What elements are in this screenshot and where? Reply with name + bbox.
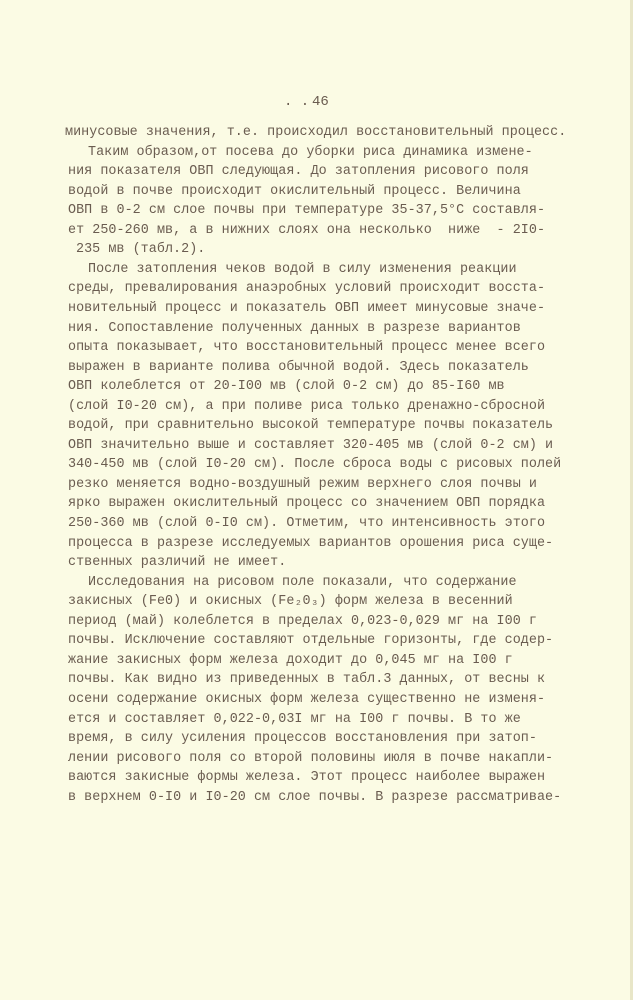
text-line: среды, превалирования анаэробных условий происходит восста- xyxy=(68,281,546,297)
text-line: опыта показывает, что восстановительный процесс менее всего xyxy=(68,340,546,356)
text-line: минусовые значения, т.е. происходил восстановительный процесс. xyxy=(65,125,567,140)
text-line: ет 250-260 мв, а в нижних слоях она несколько ниже - 2I0- xyxy=(68,222,546,238)
text-line: водой в почве происходит окислительный процесс. Величина xyxy=(68,183,521,199)
text-line: время, в силу усиления процессов восстановления при затоп- xyxy=(68,731,537,747)
text-line: жание закисных форм железа доходит до 0,045 мг на I00 г xyxy=(68,652,513,668)
text-line: почвы. Исключение составляют отдельные горизонты, где содер- xyxy=(68,633,554,649)
text-line: процесса в разрезе исследуемых вариантов орошения риса суще- xyxy=(68,535,554,551)
text-line: осени содержание окисных форм железа существенно не изменя- xyxy=(68,691,546,707)
text-line: почвы. Как видно из приведенных в табл.3 данных, от весны к xyxy=(68,672,546,688)
text-line: Исследования на рисовом поле показали, что содержание xyxy=(88,574,517,590)
text-line: выражен в варианте полива обычной водой. Здесь показатель xyxy=(68,359,529,375)
text-line: ется и составляет 0,022-0,03I мг на I00 г почвы. В то же xyxy=(68,711,521,727)
text-line: 340-450 мв (слой I0-20 см). После сброса воды с рисовых полей xyxy=(68,457,562,473)
text-line: ния. Сопоставление полученных данных в разрезе вариантов xyxy=(68,320,521,336)
text-line: ОВП значительно выше и составляет 320-405 мв (слой 0-2 см) и xyxy=(68,437,554,453)
page-number: 46 xyxy=(312,94,329,110)
text-line: закисных (Fe0) и окисных (Fe₂0₃) форм железа в весенний xyxy=(68,594,513,610)
text-line: ния показателя ОВП следующая. До затопления рисового поля xyxy=(68,164,529,180)
text-line: лении рисового поля со второй половины июля в почве накапли- xyxy=(68,750,554,766)
text-line: новительный процесс и показатель ОВП имеет минусовые значе- xyxy=(68,300,546,316)
text-line: ственных различий не имеет. xyxy=(68,555,287,571)
text-line: резко меняется водно-воздушный режим верхнего слоя почвы и xyxy=(68,476,537,492)
text-line: ОВП в 0-2 см слое почвы при температуре 35-37,5°С составля- xyxy=(68,203,546,219)
text-line: в верхнем 0-I0 и I0-20 см слое почвы. В разрезе рассматривае- xyxy=(68,789,562,805)
text-line: ярко выражен окислительный процесс со значением ОВП порядка xyxy=(68,496,546,512)
text-line: (слой I0-20 см), а при поливе риса только дренажно-сбросной xyxy=(68,398,546,414)
text-line: ваются закисные формы железа. Этот процесс наиболее выражен xyxy=(68,770,546,786)
text-line: ОВП колеблется от 20-I00 мв (слой 0-2 см) до 85-I60 мв xyxy=(68,379,505,395)
text-line: После затопления чеков водой в силу изменения реакции xyxy=(88,261,517,277)
scan-specks: . . xyxy=(284,94,310,110)
text-line: Таким образом,от посева до уборки риса динамика измене- xyxy=(88,144,533,160)
text-line: водой, при сравнительно высокой температуре почвы показатель xyxy=(68,418,554,434)
text-line: 235 мв (табл.2). xyxy=(76,242,206,258)
text-line: 250-360 мв (слой 0-I0 см). Отметим, что интенсивность этого xyxy=(68,516,546,531)
text-line: период (май) колеблется в пределах 0,023-0,029 мг на I00 г xyxy=(68,613,537,629)
